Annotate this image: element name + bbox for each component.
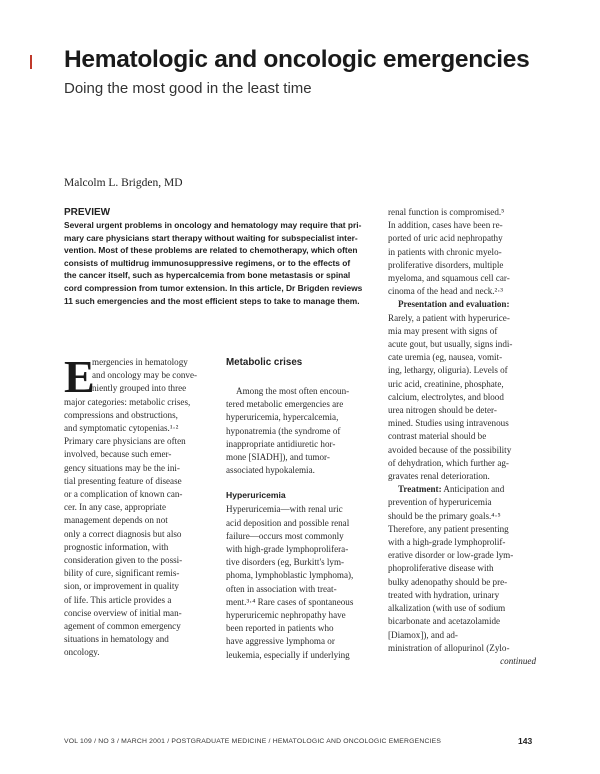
body-line: Therefore, any patient presenting — [388, 523, 509, 534]
body-line: niently grouped into three — [92, 383, 187, 394]
body-line: sion, or improvement in quality — [64, 581, 179, 592]
article-title: Hematologic and oncologic emergencies — [64, 46, 530, 73]
body-line: avoided because of the possibility — [388, 444, 512, 455]
body-line: been reported in patients who — [226, 623, 334, 634]
author-byline: Malcolm L. Brigden, MD — [64, 177, 183, 189]
body-line: myeloma, and squamous cell car- — [388, 273, 510, 284]
run-in-heading-treatment: Treatment: — [398, 484, 442, 495]
body-text: Anticipation and — [441, 484, 505, 495]
preview-line: mary care physicians start therapy without waiting for subspecialist inter- — [64, 232, 358, 243]
continued-marker: continued — [500, 655, 536, 666]
preview-line: consists of multidrug immunosuppressive regimens, or to the effects of — [64, 257, 351, 268]
body-line: mone [SIADH]), and tumor- — [226, 452, 330, 463]
body-line: ing, lethargy, oliguria). Levels of — [388, 365, 508, 376]
body-column-2 — [226, 346, 376, 662]
preview-text — [64, 219, 376, 307]
body-line: or a complication of known can- — [64, 489, 183, 500]
body-line: hyponatremia (the syndrome of — [226, 425, 341, 436]
body-line: tial presenting feature of disease — [64, 475, 182, 486]
preview-line: cord compression from tumor extension. In this article, Dr Brigden reviews — [64, 282, 363, 293]
preview-box — [64, 206, 376, 307]
body-line: oncology. — [64, 647, 100, 658]
body-line: cate uremia (eg, nausea, vomit- — [388, 352, 503, 363]
body-line: erative disorder or low-grade lym- — [388, 550, 514, 561]
body-line: leukemia, especially if underlying — [226, 649, 350, 660]
body-line: ported of uric acid nephropathy — [388, 233, 503, 244]
treatment-first-line — [388, 483, 540, 496]
run-in-heading-presentation: Presentation and evaluation: — [398, 299, 510, 310]
body-line: proliferative disorders, multiple — [388, 259, 504, 270]
body-line: should be the primary goals.⁴·⁵ — [388, 510, 501, 521]
body-line: phoma, lymphoblastic lymphoma), — [226, 570, 354, 581]
body-line: major categories: metabolic crises, — [64, 396, 191, 407]
body-line: Rarely, a patient with hyperurice- — [388, 312, 510, 323]
body-line: contrast material should be — [388, 431, 487, 442]
preview-line: Several urgent problems in oncology and hematology may require that pri- — [64, 220, 362, 230]
body-line: associated hypokalemia. — [226, 465, 315, 476]
body-column-1 — [64, 351, 214, 660]
body-line: prevention of hyperuricemia — [388, 497, 492, 508]
body-line: with a high-grade lymphoprolif- — [388, 537, 506, 548]
preview-line: vention. Most of these problems are related to chemotherapy, which often — [64, 245, 358, 256]
body-line: renal function is compromised.⁵ — [388, 207, 505, 217]
body-line: inappropriate antidiuretic hor- — [226, 438, 336, 449]
body-line: and symptomatic cytopenias.¹·² — [64, 423, 179, 434]
body-line: hyperuricemic nephropathy have — [226, 610, 346, 621]
body-line: hyperuricemia, hypercalcemia, — [226, 412, 339, 423]
body-line: in patients with chronic myelo- — [388, 246, 502, 257]
section-heading-metabolic-crises: Metabolic crises — [226, 357, 303, 368]
body-column-3 — [388, 206, 540, 667]
body-line: only a correct diagnosis but also — [64, 528, 182, 539]
body-line: cer. In any case, appropriate — [64, 502, 166, 513]
body-line: and oncology may be conve- — [92, 370, 198, 381]
body-line: calcium, electrolytes, and blood — [388, 391, 504, 402]
body-line: of dehydration, which further ag- — [388, 457, 509, 468]
body-line: alkalization (with use of sodium — [388, 603, 506, 614]
drop-cap-letter: E — [64, 351, 95, 402]
body-line: situations in hematology and — [64, 634, 169, 645]
body-line: concise overview of initial man- — [64, 607, 182, 618]
body-line: uric acid, creatinine, phosphate, — [388, 378, 504, 389]
preview-heading: PREVIEW — [64, 207, 111, 218]
preview-line: 11 such emergencies and the most efficient steps to take to manage them. — [64, 295, 360, 306]
body-line: bulky adenopathy should be pre- — [388, 576, 508, 587]
body-line: ministration of allopurinol (Zylo- — [388, 642, 510, 653]
body-line: mined. Studies using intravenous — [388, 418, 509, 429]
body-line: consideration given to the possi- — [64, 555, 183, 566]
body-line: involved, because such emer- — [64, 449, 172, 460]
body-line: In addition, cases have been re- — [388, 220, 503, 231]
body-line: with high-grade lymphoprolifera- — [226, 544, 349, 555]
body-line: gravates renal deterioration. — [388, 471, 490, 482]
body-line: treated with hydration, urinary — [388, 589, 500, 600]
body-line: bility of cure, significant remis- — [64, 568, 180, 579]
body-line: of life. This article provides a — [64, 594, 172, 605]
preview-line: the cancer itself, such as hypercalcemia from bone metastasis or spinal — [64, 270, 351, 281]
body-line: cinoma of the head and neck.²·³ — [388, 286, 504, 297]
body-line: Among the most often encoun- — [236, 386, 350, 396]
margin-accent-rule — [30, 55, 32, 69]
body-line: gency situations may be the ini- — [64, 462, 180, 473]
body-line: Hyperuricemia—with renal uric — [226, 504, 343, 515]
body-line: acute gout, but usually, signs indi- — [388, 339, 513, 350]
body-line: have aggressive lymphoma or — [226, 636, 335, 647]
body-line: acid deposition and possible renal — [226, 517, 350, 528]
subheading-hyperuricemia: Hyperuricemia — [226, 490, 286, 501]
body-line: failure—occurs most commonly — [226, 530, 344, 541]
body-line: compressions and obstructions, — [64, 409, 178, 420]
body-line: tered metabolic emergencies are — [226, 399, 344, 410]
body-line: Primary care physicians are often — [64, 436, 186, 447]
body-line: mia may present with signs of — [388, 325, 498, 336]
body-line: urea nitrogen should be deter- — [388, 405, 497, 416]
page-number: 143 — [518, 736, 533, 746]
running-footer: VOL 109 / NO 3 / MARCH 2001 / POSTGRADUATE MEDICINE / HEMATOLOGIC AND ONCOLOGIC EMERGENCIES — [64, 738, 442, 745]
body-line: phoproliferative disease with — [388, 563, 494, 574]
article-subtitle: Doing the most good in the least time — [64, 80, 312, 97]
body-line: mergencies in hematology — [92, 357, 188, 367]
body-line: tive disorders (eg, Burkitt's lym- — [226, 557, 345, 568]
body-line: often in association with treat- — [226, 583, 337, 594]
body-line: management depends on not — [64, 515, 168, 526]
body-line: ment.³·⁴ Rare cases of spontaneous — [226, 596, 354, 607]
body-line: agement of common emergency — [64, 621, 181, 632]
body-line: [Diamox]), and ad- — [388, 629, 458, 640]
body-line: prognostic information, with — [64, 541, 169, 552]
body-line: bicarbonate and acetazolamide — [388, 616, 501, 627]
